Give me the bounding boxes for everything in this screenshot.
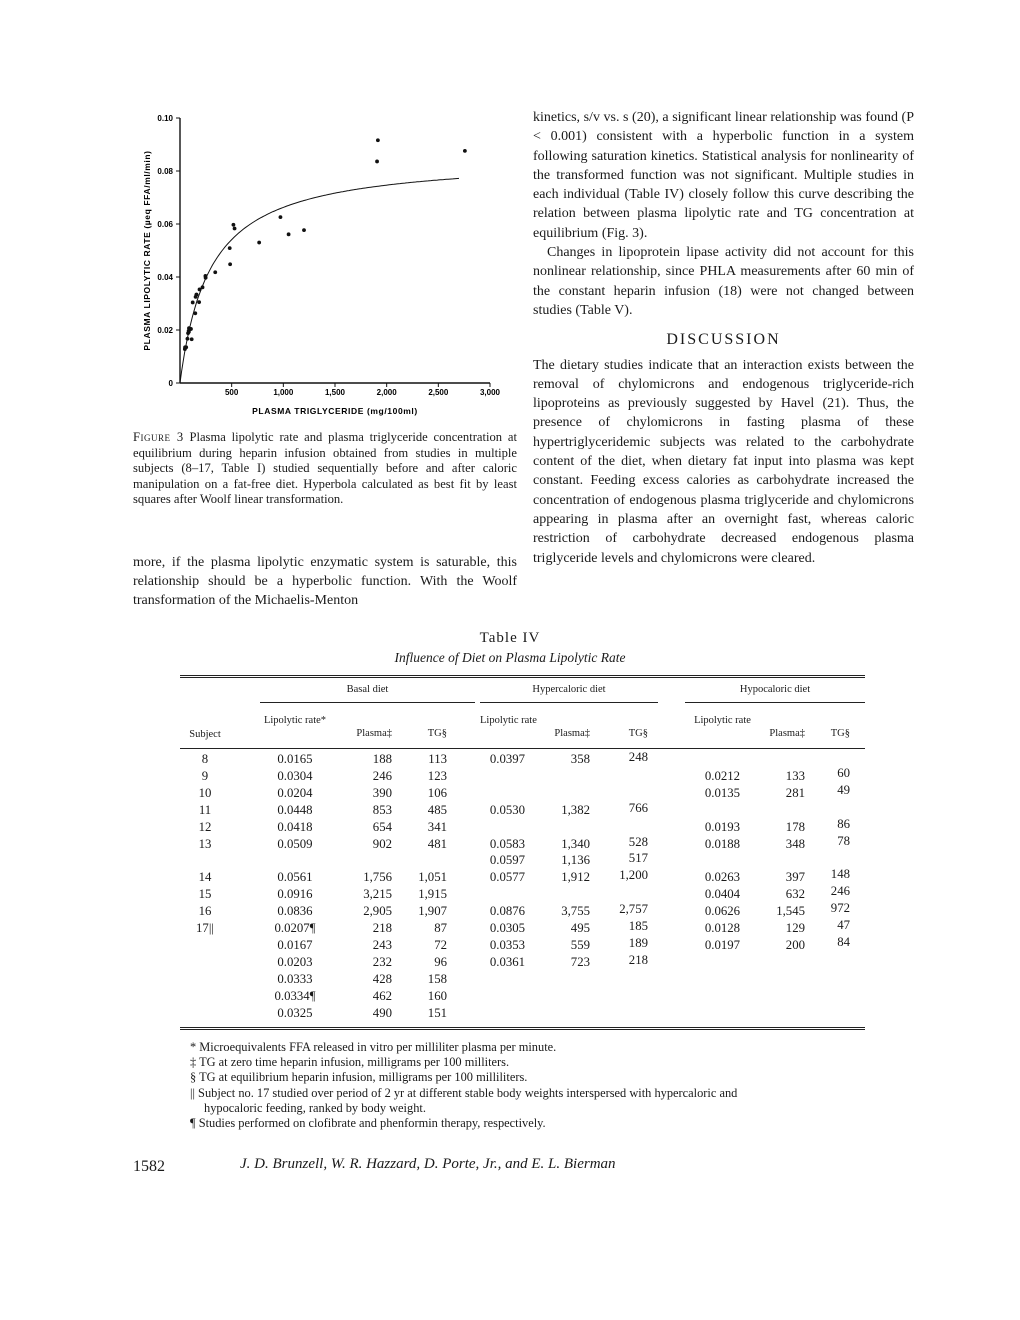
hypocaloric-cell: 632: [785, 887, 805, 902]
hypercaloric-cell: 0.0597: [489, 853, 526, 868]
y-tick-label: 0.02: [157, 326, 173, 335]
hypercaloric-cell: 189: [628, 935, 648, 950]
data-point: [186, 337, 190, 341]
basal-cell: 0.0836: [277, 904, 313, 919]
y-tick-label: 0.10: [157, 114, 173, 123]
basal-cell: 902: [372, 836, 392, 851]
hypocaloric-cell: 246: [830, 884, 850, 899]
basal-cell: 0.0334¶: [274, 988, 316, 1003]
column-header: Lipolytic rate*: [263, 715, 327, 726]
basal-cell: 1,915: [418, 887, 447, 902]
hypercaloric-cell: 1,382: [561, 802, 590, 817]
basal-cell: 218: [372, 921, 392, 935]
data-point: [190, 337, 194, 341]
hypocaloric-cell: 60: [837, 765, 850, 780]
hypocaloric-cell: 78: [837, 833, 850, 848]
y-tick-label: 0.04: [157, 273, 173, 282]
x-tick-label: 2,000: [376, 388, 397, 397]
subject-id: 15: [198, 887, 212, 902]
basal-cell: 151: [427, 1005, 447, 1020]
footnote-double-dagger: ‡ TG at zero time heparin infusion, milligrams per 100 milliters.: [190, 1055, 510, 1070]
data-point: [257, 241, 261, 245]
data-point: [463, 149, 467, 153]
figure-3: [140, 105, 520, 425]
basal-cell: 0.0203: [277, 954, 313, 969]
hypocaloric-cell: 49: [837, 782, 850, 797]
hypocaloric-cell: 0.0626: [704, 904, 741, 919]
hypercaloric-cell: 0.0397: [489, 752, 526, 766]
footnote-asterisk: * Microequivalents FFA released in vitro per milliliter plasma per minute.: [190, 1040, 557, 1054]
x-axis-label: PLASMA TRIGLYCERIDE (mg/100ml): [252, 406, 418, 416]
basal-cell: 0.0325: [277, 1005, 313, 1020]
basal-cell: 428: [372, 971, 392, 986]
basal-cell: 87: [434, 921, 447, 935]
left-column-text: more, if the plasma lipolytic enzymatic system is saturable, this relationship should be a hyperbolic function. With the Woolf transformation of the Michaelis-Menton: [133, 555, 517, 608]
footnote-double-bar: || Subject no. 17 studied over period of 2 yr at different stable body weights interspersed with hypercaloric and: [190, 1085, 738, 1100]
basal-cell: 1,051: [418, 870, 447, 885]
basal-cell: 0.0333: [277, 971, 313, 986]
data-point: [375, 160, 379, 164]
basal-cell: 1,756: [363, 870, 392, 885]
data-point: [228, 262, 232, 266]
hypocaloric-cell: 397: [785, 870, 805, 885]
hypocaloric-cell: 972: [830, 901, 850, 916]
data-point: [191, 301, 195, 305]
hypercaloric-cell: 1,340: [561, 836, 590, 851]
column-header: TG§: [830, 728, 850, 739]
basal-cell: 0.0509: [277, 836, 313, 851]
y-tick-label: 0.08: [157, 167, 173, 176]
hypercaloric-cell: 495: [570, 921, 590, 935]
hypercaloric-cell: 0.0530: [489, 802, 526, 817]
hypocaloric-cell: 0.0212: [704, 768, 741, 783]
column-header: Plasma‡: [356, 728, 392, 739]
data-point: [201, 285, 205, 289]
data-point: [204, 276, 208, 280]
hypocaloric-cell: 86: [837, 816, 850, 831]
subject-id: 10: [198, 785, 212, 800]
subject-id: 16: [198, 904, 212, 919]
discussion-heading: DISCUSSION: [666, 331, 781, 349]
table-title: Table IV: [479, 630, 541, 646]
data-point: [376, 138, 380, 142]
running-footer-authors: J. D. Brunzell, W. R. Hazzard, D. Porte, Jr., and E. L. Bierman: [240, 1156, 616, 1172]
hypocaloric-cell: 148: [830, 867, 850, 882]
hypocaloric-cell: 0.0404: [704, 887, 741, 902]
subject-id: 11: [198, 802, 212, 817]
y-axis-label: PLASMA LIPOLYTIC RATE (µeq FFA/ml/min): [142, 150, 152, 351]
data-point: [195, 293, 199, 297]
hypocaloric-cell: 1,545: [776, 904, 805, 919]
basal-cell: 0.0916: [277, 887, 313, 902]
basal-cell: 490: [372, 1005, 392, 1020]
hypocaloric-cell: 0.0197: [704, 937, 741, 952]
paragraph-kinetics: kinetics, s/v vs. s (20), a significant linear relationship was found (P < 0.001) consistent with a hyperbolic function in a system following saturation kinetics. Statistical analysis for nonlinearity of the transformed function was not significant. Multiple studies in each individual (Table IV) closely follow this curve describing the relation between plasma lipolytic rate and TG concentration at equilibrium (Fig. 3).: [533, 110, 914, 241]
figure-label: Figure 3: [133, 430, 184, 444]
group-hypercaloric: Hypercaloric diet: [532, 684, 606, 695]
basal-cell: 2,905: [363, 904, 392, 919]
subject-id: 9: [201, 768, 209, 783]
basal-cell: 853: [372, 802, 392, 817]
hypercaloric-cell: 1,136: [561, 853, 590, 868]
column-header: Lipolytic rate: [480, 715, 537, 726]
subject-id: 8: [201, 752, 209, 766]
hypocaloric-cell: 129: [785, 921, 805, 935]
hypercaloric-cell: 517: [628, 851, 648, 866]
basal-cell: 123: [427, 768, 447, 783]
hypercaloric-cell: 0.0577: [489, 870, 526, 885]
figure-caption: [133, 430, 517, 508]
basal-cell: 462: [372, 988, 392, 1003]
data-point: [183, 345, 187, 349]
basal-cell: 0.0304: [277, 768, 313, 783]
paragraph-discussion: The dietary studies indicate that an interaction exists between the removal of chylomicrons and endogenous triglyceride-rich lipoproteins as previously suggested by Havel (21). Thus, the presence of chylomicrons in fasting plasma of these hypertriglyceridemic subjects was related to the carbohydrate content of the diet, when dietary fat input into plasma was kept constant. Feeding excess calories as carbohydrate increased the concentration of endogenous plasma triglyceride and chylomicrons appearing in plasma after an overnight fast, whereas caloric restriction of carbohydrate decreased endogenous plasma triglyceride levels and chylomicrons were cleared.: [533, 357, 914, 566]
hypocaloric-cell: 178: [785, 819, 805, 834]
hypercaloric-cell: 0.0583: [489, 836, 526, 851]
basal-cell: 390: [372, 785, 392, 800]
data-point: [193, 311, 197, 315]
basal-cell: 0.0167: [277, 937, 313, 952]
hypercaloric-cell: 559: [570, 937, 590, 952]
data-point: [232, 223, 236, 227]
hypocaloric-cell: 281: [785, 785, 805, 800]
y-tick-label: 0: [168, 379, 173, 388]
hypercaloric-cell: 0.0305: [489, 921, 526, 935]
basal-cell: 96: [434, 954, 447, 969]
data-point: [287, 232, 291, 236]
table-subtitle: Influence of Diet on Plasma Lipolytic Rate: [394, 650, 626, 665]
hypocaloric-cell: 0.0188: [704, 836, 741, 851]
header-subject: Subject: [189, 729, 221, 740]
hypercaloric-cell: 185: [628, 919, 648, 933]
hypercaloric-cell: 2,757: [619, 902, 648, 917]
data-point: [228, 246, 232, 250]
data-point: [302, 228, 306, 232]
column-header: Plasma‡: [769, 728, 805, 739]
hypercaloric-cell: 0.0876: [489, 904, 526, 919]
hypocaloric-cell: 0.0135: [704, 785, 741, 800]
basal-cell: 0.0418: [277, 819, 313, 834]
basal-cell: 654: [372, 819, 392, 834]
hypercaloric-cell: 3,755: [561, 904, 590, 919]
page-number: 1582: [133, 1158, 165, 1175]
hypocaloric-cell: 47: [837, 918, 850, 932]
hypocaloric-cell: 0.0193: [704, 819, 741, 834]
basal-cell: 0.0165: [277, 752, 313, 766]
basal-cell: 0.0204: [277, 785, 313, 800]
group-basal: Basal diet: [346, 684, 389, 695]
x-tick-label: 3,000: [479, 388, 501, 397]
basal-cell: 341: [427, 819, 447, 834]
hypercaloric-cell: 766: [628, 800, 648, 815]
data-point: [279, 215, 283, 219]
subject-id: 14: [198, 870, 212, 885]
basal-cell: 106: [427, 785, 447, 800]
basal-cell: 232: [372, 954, 392, 969]
hypercaloric-cell: 0.0353: [489, 937, 526, 952]
basal-cell: 3,215: [363, 887, 392, 902]
basal-cell: 0.0448: [277, 802, 313, 817]
hypercaloric-cell: 248: [628, 750, 648, 764]
figure-caption-text: Plasma lipolytic rate and plasma triglyceride concentration at equilibrium during heparin infusion obtained from studies in multiple subjects (8–17, Table I) studied sequentially before and after caloric manipulation on a fat-free diet. Hyperbola calculated as best fit by least squares after Woolf linear transformation.: [133, 430, 517, 507]
hypercaloric-cell: 1,912: [561, 870, 590, 885]
footnote-pilcrow: ¶ Studies performed on clofibrate and phenformin therapy, respectively.: [190, 1116, 546, 1131]
hypercaloric-cell: 723: [570, 954, 590, 969]
basal-cell: 485: [427, 802, 447, 817]
basal-cell: 246: [372, 768, 392, 783]
x-tick-label: 2,500: [428, 388, 449, 397]
footnote-double-bar-cont: hypocaloric feeding, ranked by body weight.: [204, 1100, 426, 1115]
column-header: TG§: [427, 728, 447, 739]
x-tick-label: 500: [224, 388, 239, 397]
basal-cell: 1,907: [418, 904, 447, 919]
hypercaloric-cell: 358: [570, 752, 590, 766]
hypercaloric-cell: 528: [628, 834, 648, 849]
basal-cell: 158: [427, 971, 447, 986]
group-hypocaloric: Hypocaloric diet: [739, 684, 811, 695]
basal-cell: 481: [427, 836, 447, 851]
subject-id: 17||: [196, 921, 214, 935]
hypercaloric-cell: 218: [628, 952, 648, 967]
column-header: TG§: [628, 728, 648, 739]
scatter-chart: [140, 105, 520, 425]
subject-id: 12: [198, 819, 212, 834]
footnote-section: § TG at equilibrium heparin infusion, milligrams per 100 milliliters.: [190, 1070, 528, 1085]
column-header: Lipolytic rate: [694, 715, 751, 726]
data-point: [213, 270, 217, 274]
hypocaloric-cell: 0.0263: [704, 870, 741, 885]
right-column: [533, 108, 914, 568]
x-tick-label: 1,000: [273, 388, 294, 397]
hypocaloric-cell: 0.0128: [704, 921, 741, 935]
fitted-hyperbola: [180, 178, 459, 383]
hypercaloric-cell: 1,200: [619, 868, 648, 883]
basal-cell: 0.0561: [277, 870, 313, 885]
hypocaloric-cell: 348: [785, 836, 805, 851]
x-tick-label: 1,500: [324, 388, 346, 397]
basal-cell: 113: [428, 752, 447, 766]
hypocaloric-cell: 133: [785, 768, 805, 783]
hypocaloric-cell: 200: [785, 937, 805, 952]
data-point: [189, 327, 193, 331]
basal-cell: 243: [372, 937, 392, 952]
subject-id: 13: [198, 836, 212, 851]
hypercaloric-cell: 0.0361: [489, 954, 526, 969]
basal-cell: 160: [427, 988, 447, 1003]
basal-cell: 72: [434, 937, 447, 952]
hypocaloric-cell: 84: [837, 934, 850, 949]
column-header: Plasma‡: [554, 728, 590, 739]
basal-cell: 188: [372, 752, 392, 766]
data-point: [233, 227, 237, 231]
table-footnotes: [190, 1040, 880, 1131]
basal-cell: 0.0207¶: [274, 921, 316, 935]
data-point: [197, 300, 201, 304]
y-tick-label: 0.06: [157, 220, 173, 229]
paragraph-lipase: Changes in lipoprotein lipase activity did not account for this nonlinear relationship, since PHLA measurements after 60 min of the constant heparin infusion (18) were not changed between studies (Table V).: [533, 245, 914, 318]
